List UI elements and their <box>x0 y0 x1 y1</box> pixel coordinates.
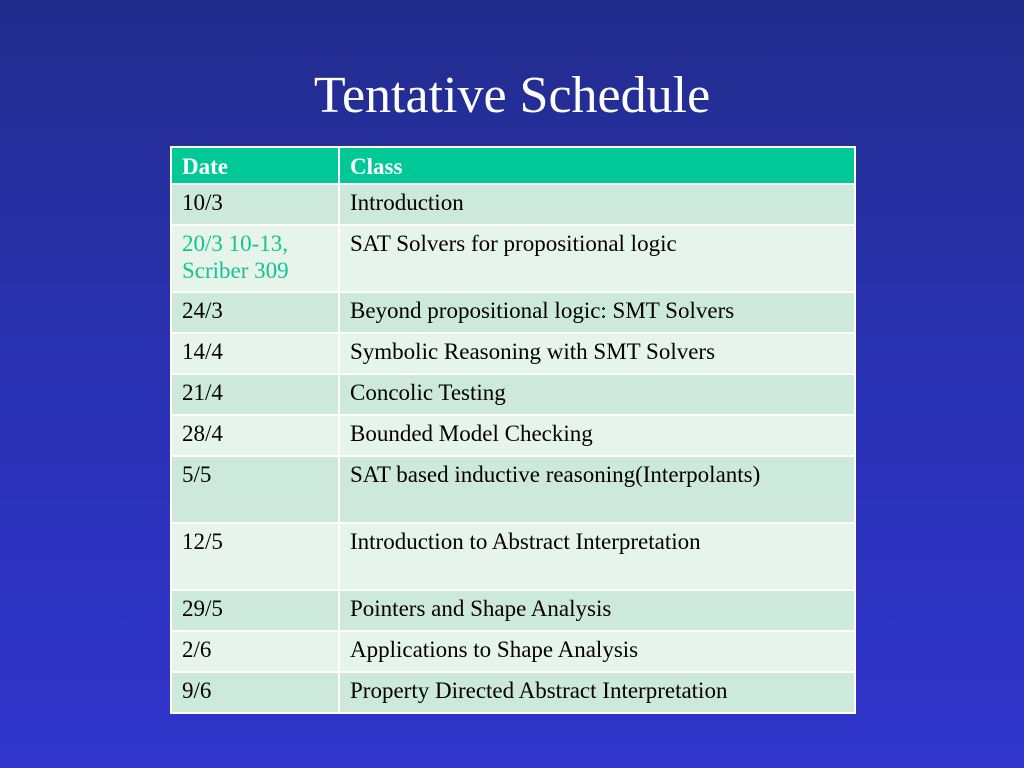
date-cell: 10/3 <box>171 184 339 225</box>
table-row <box>171 631 855 672</box>
class-cell: Symbolic Reasoning with SMT Solvers <box>339 333 855 374</box>
class-cell: Introduction to Abstract Interpretation <box>339 523 855 590</box>
date-cell: 12/5 <box>171 523 339 590</box>
date-cell: 2/6 <box>171 631 339 672</box>
class-cell: Pointers and Shape Analysis <box>339 590 855 631</box>
class-cell: Property Directed Abstract Interpretation <box>339 672 855 713</box>
table-row <box>171 672 855 713</box>
date-cell <box>171 225 339 292</box>
class-cell: Beyond propositional logic: SMT Solvers <box>339 292 855 333</box>
class-cell: Bounded Model Checking <box>339 415 855 456</box>
date-cell-line: Scriber 309 <box>182 258 289 283</box>
schedule-table <box>170 146 856 714</box>
class-cell: SAT based inductive reasoning(Interpolants) <box>339 456 855 523</box>
table-row <box>171 292 855 333</box>
table-row <box>171 333 855 374</box>
table-row <box>171 456 855 523</box>
date-cell: 24/3 <box>171 292 339 333</box>
column-header-class: Class <box>339 147 855 184</box>
class-cell: Introduction <box>339 184 855 225</box>
date-cell: 29/5 <box>171 590 339 631</box>
table-row <box>171 415 855 456</box>
date-cell: 28/4 <box>171 415 339 456</box>
table-row <box>171 523 855 590</box>
table-row <box>171 184 855 225</box>
date-cell: 9/6 <box>171 672 339 713</box>
table-row <box>171 374 855 415</box>
table-row <box>171 590 855 631</box>
table-header-row <box>171 147 855 184</box>
date-cell: 21/4 <box>171 374 339 415</box>
table-row <box>171 225 855 292</box>
class-cell: Applications to Shape Analysis <box>339 631 855 672</box>
class-cell: Concolic Testing <box>339 374 855 415</box>
date-cell: 5/5 <box>171 456 339 523</box>
date-cell: 14/4 <box>171 333 339 374</box>
slide-title: Tentative Schedule <box>313 67 711 124</box>
class-cell: SAT Solvers for propositional logic <box>339 225 855 292</box>
date-cell-line: 20/3 10-13, <box>182 231 289 256</box>
column-header-date: Date <box>171 147 339 184</box>
